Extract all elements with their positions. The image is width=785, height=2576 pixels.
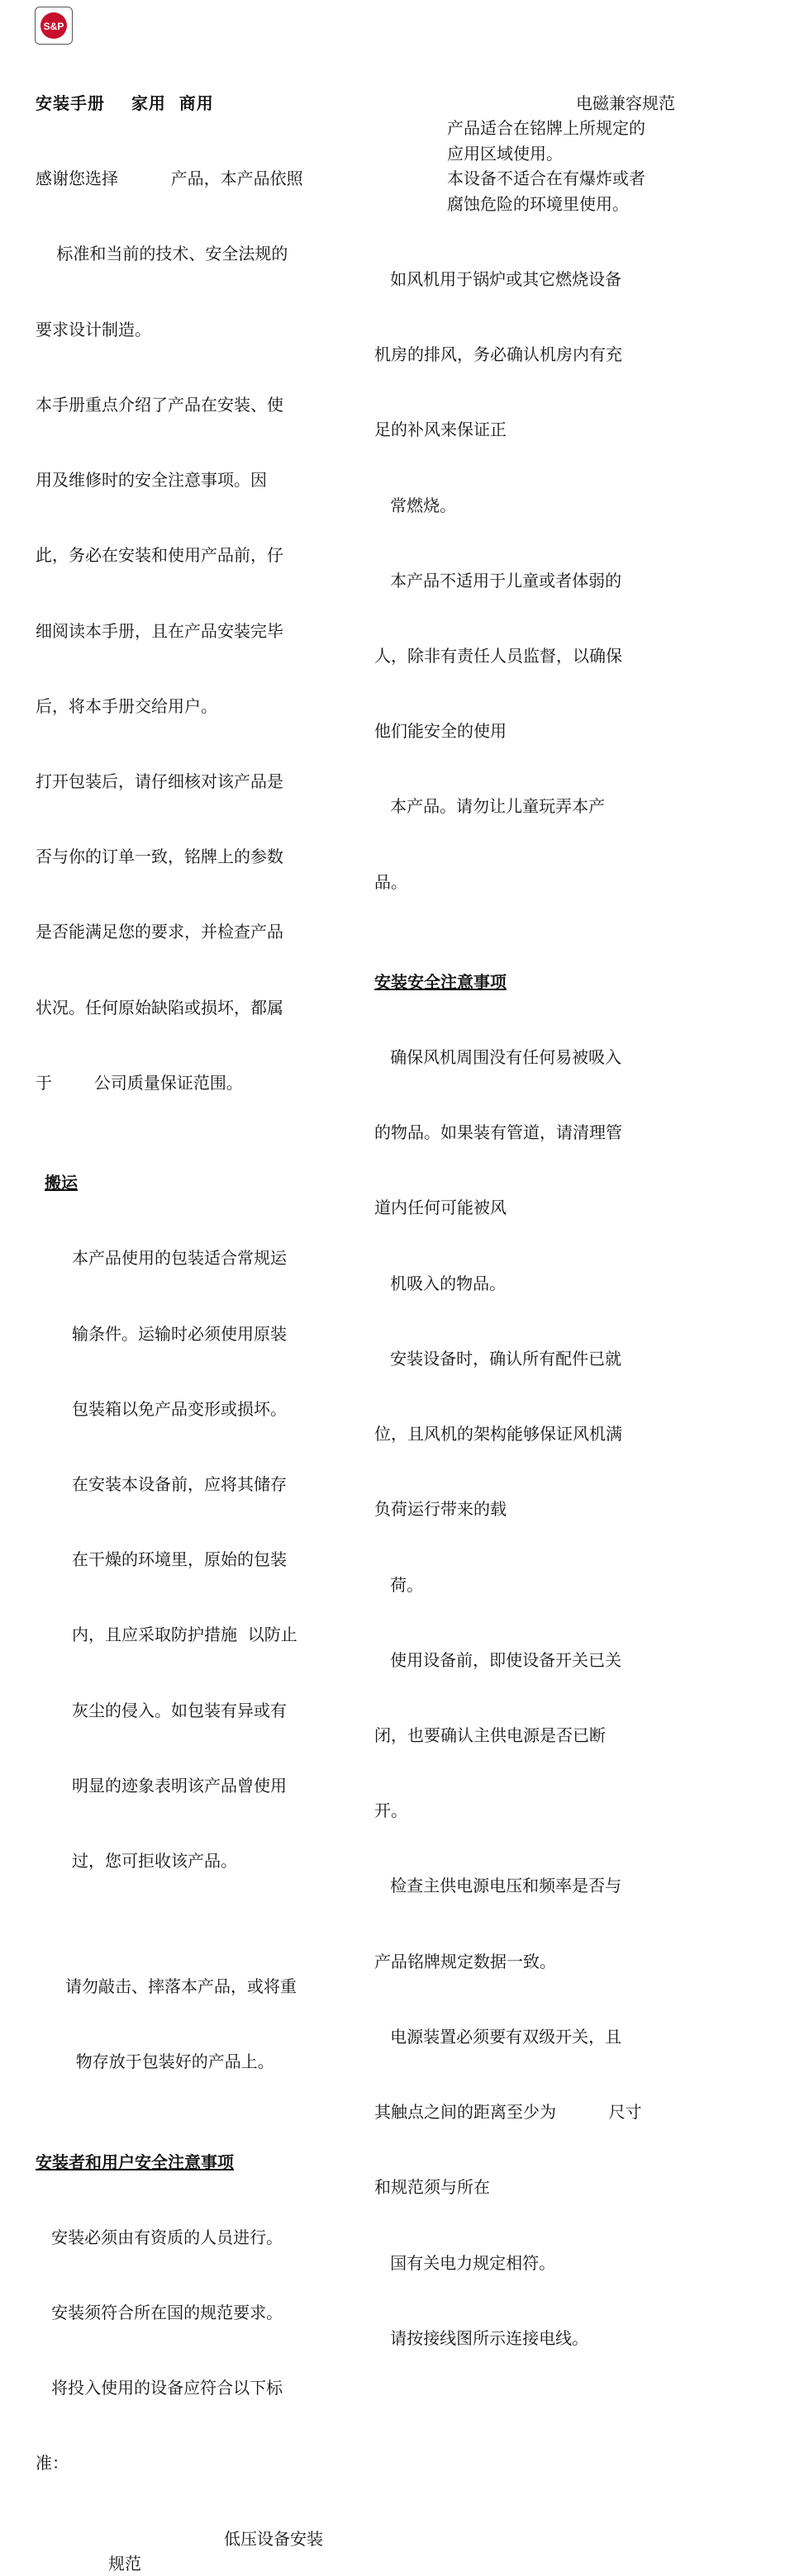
transport-paragraph xyxy=(72,1195,341,1924)
boiler-line: 本产品。请勿让儿童玩弄本产 xyxy=(374,796,606,817)
boiler-line: 常燃烧。 xyxy=(374,495,457,515)
intro-line: 感谢您选择 产品，本产品依照 xyxy=(36,168,303,189)
safety-line: 安装必须由有资质的人员进行。 xyxy=(36,2227,283,2247)
boiler-line: 品。 xyxy=(374,871,407,892)
install-line: 产品铭牌规定数据一致。 xyxy=(374,1951,556,1971)
scope-paragraph xyxy=(447,116,688,216)
install-line: 和规范须与所在 xyxy=(374,2177,490,2198)
user-safety-heading: 安装者和用户安全注意事项 xyxy=(36,2151,234,2172)
scope-line: 应用区域使用。 xyxy=(447,143,563,164)
install-line: 道内任何可能被风 xyxy=(374,1198,507,1218)
intro-line: 用及维修时的安全注意事项。因 xyxy=(36,470,267,491)
scope-line: 腐蚀危险的环境里使用。 xyxy=(447,193,629,214)
installation-safety-heading: 安装安全注意事项 xyxy=(374,971,507,992)
intro-line: 要求设计制造。 xyxy=(36,319,151,339)
transport-warning-line: 物存放于包装好的产品上。 xyxy=(65,2052,274,2072)
install-line: 闭，也要确认主供电源是否已断 xyxy=(374,1725,606,1745)
transport-line: 明显的迹象表明该产品曾使用 xyxy=(72,1775,287,1796)
transport-line: 灰尘的侵入。如包装有异或有 xyxy=(72,1700,287,1720)
transport-line: 本产品使用的包装适合常规运 xyxy=(72,1248,287,1269)
install-line: 使用设备前，即使设备开关已关 xyxy=(374,1649,622,1670)
intro-line: 状况。任何原始缺陷或损坏，都属 xyxy=(36,997,283,1018)
install-line: 电源装置必须要有双级开关，且 xyxy=(374,2026,622,2047)
transport-heading: 搬运 xyxy=(45,1173,78,1193)
install-line: 位，且风机的架构能够保证风机满 xyxy=(374,1424,622,1445)
transport-line: 包装箱以免产品变形或损坏。 xyxy=(72,1398,287,1419)
intro-line: 于 公司质量保证范围。 xyxy=(36,1072,243,1093)
emc-standard: 电磁兼容规范 xyxy=(576,93,675,113)
boiler-line: 机房的排风，务必确认机房内有充 xyxy=(374,344,622,365)
intro-line: 后，将本手册交给用户。 xyxy=(36,695,217,716)
transport-line: 过，您可拒收该产品。 xyxy=(72,1851,237,1872)
boiler-line: 如风机用于锅炉或其它燃烧设备 xyxy=(374,268,622,289)
boiler-line: 人，除非有责任人员监督，以确保 xyxy=(374,645,622,666)
low-voltage-standard: 低压设备安装 xyxy=(224,2528,323,2549)
left-column xyxy=(36,91,341,2576)
manual-title: 安装手册 家用 商用 xyxy=(36,93,214,113)
transport-warning-line: 请勿敲击、摔落本产品，或将重 xyxy=(65,1976,297,1997)
install-line: 开。 xyxy=(374,1800,407,1821)
scope-line: 本设备不适合在有爆炸或者 xyxy=(447,168,645,189)
logo-text: S&P xyxy=(43,21,64,32)
scope-line: 产品适合在铭牌上所规定的 xyxy=(447,118,645,139)
intro-line: 本手册重点介绍了产品在安装、使 xyxy=(36,394,283,415)
boiler-paragraph xyxy=(374,216,688,945)
install-line: 的物品。如果装有管道，请清理管 xyxy=(374,1122,622,1143)
install-line: 检查主供电源电压和频率是否与 xyxy=(374,1876,622,1896)
transport-warning xyxy=(65,1924,341,2124)
transport-line: 在安装本设备前，应将其储存 xyxy=(72,1473,287,1494)
right-column xyxy=(374,91,688,2401)
sp-logo-mark xyxy=(39,11,69,40)
intro-paragraphs xyxy=(36,116,341,1146)
low-voltage-standard-cont: 规范 xyxy=(108,2554,141,2574)
sp-logo xyxy=(35,7,73,45)
safety-line: 将投入使用的设备应符合以下标 xyxy=(36,2378,283,2398)
intro-line: 是否能满足您的要求，并检查产品 xyxy=(36,922,283,942)
transport-line: 在干燥的环境里，原始的包装 xyxy=(72,1549,287,1570)
install-line: 荷。 xyxy=(374,1574,424,1595)
intro-line: 此，务必在安装和使用产品前，仔 xyxy=(36,545,283,566)
install-line: 机吸入的物品。 xyxy=(374,1273,507,1293)
safety-line: 准： xyxy=(36,2453,69,2474)
safety-line: 安装须符合所在国的规范要求。 xyxy=(36,2302,283,2322)
install-line: 安装设备时，确认所有配件已就 xyxy=(374,1348,622,1369)
boiler-line: 本产品不适用于儿童或者体弱的 xyxy=(374,570,622,591)
install-line: 确保风机周围没有任何易被吸入 xyxy=(374,1047,622,1068)
intro-line: 细阅读本手册，且在产品安装完毕 xyxy=(36,620,283,641)
install-line: 负荷运行带来的载 xyxy=(374,1499,507,1520)
install-line: 请按接线图所示连接电线。 xyxy=(374,2327,589,2348)
install-line: 其触点之间的距离至少为 尺寸 xyxy=(374,2102,642,2123)
intro-line: 打开包装后，请仔细核对该产品是 xyxy=(36,771,283,791)
user-safety-paragraph xyxy=(36,2175,341,2526)
install-line: 国有关电力规定相符。 xyxy=(374,2252,556,2273)
boiler-line: 足的补风来保证正 xyxy=(374,420,507,440)
intro-line: 标准和当前的技术、安全法规的 xyxy=(36,244,288,264)
intro-line: 否与你的订单一致，铭牌上的参数 xyxy=(36,847,283,867)
transport-line: 输条件。运输时必须使用原装 xyxy=(72,1323,287,1344)
installation-safety-paragraph xyxy=(374,994,688,2401)
boiler-line: 他们能安全的使用 xyxy=(374,721,507,742)
transport-line: 内，且应采取防护措施 以防止 xyxy=(72,1625,297,1645)
